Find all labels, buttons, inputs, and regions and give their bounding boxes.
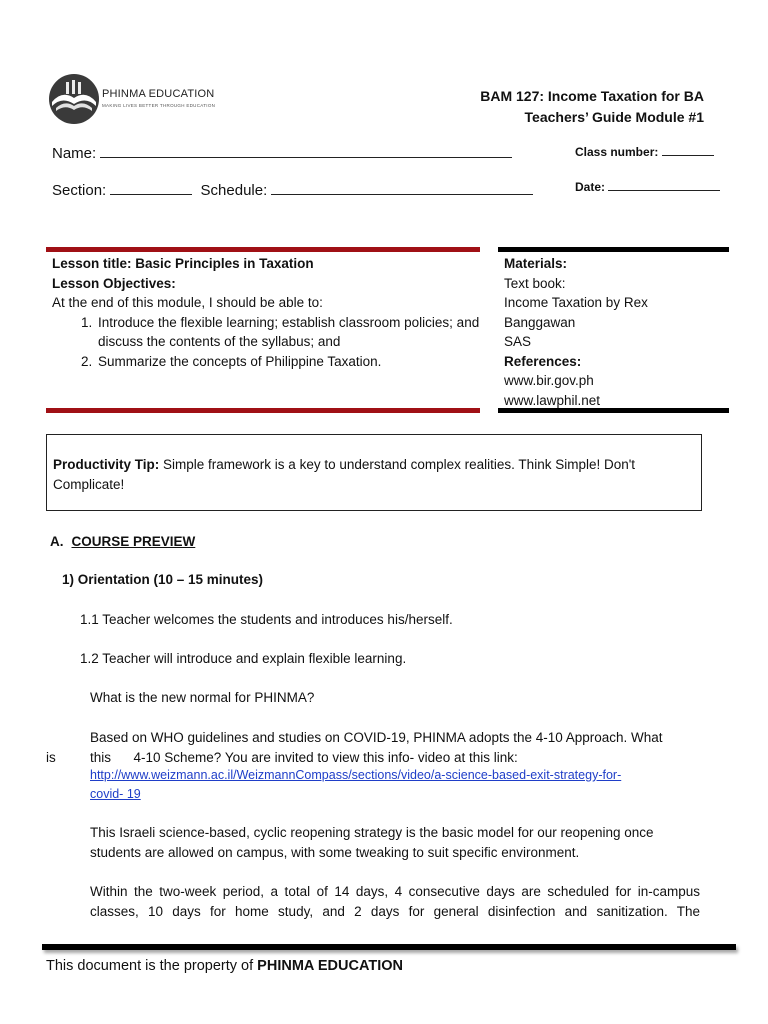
question-text: What is the new normal for PHINMA? (90, 690, 315, 705)
materials-block (504, 254, 724, 410)
productivity-tip (53, 455, 691, 495)
lesson-intro: At the end of this module, I should be able to: (52, 295, 323, 310)
materials-top-bar (498, 247, 729, 252)
footer-bar (42, 944, 736, 950)
textbook-line1: Income Taxation by Rex (504, 295, 648, 310)
within-line-2: classes, 10 days for home study, and 2 days for general disinfection and sanitization. The (90, 904, 700, 919)
footer-owner: PHINMA EDUCATION (257, 958, 403, 974)
who-line-1: Based on WHO guidelines and studies on COVID-19, PHINMA adopts the 4-10 Approach. What (90, 730, 663, 745)
textbook-label: Text book: (504, 275, 566, 291)
tip-label: Productivity Tip: (53, 457, 160, 472)
orientation-heading: 1) Orientation (10 – 15 minutes) (62, 572, 264, 587)
course-title: BAM 127: Income Taxation for BA (480, 88, 704, 104)
name-label: Name: (52, 145, 97, 162)
materials-label: Materials: (504, 256, 568, 271)
name-field[interactable] (52, 143, 512, 162)
section-label: Section: (52, 182, 107, 199)
paragraph-1-1: 1.1 Teacher welcomes the students and introduces his/herself. (80, 612, 453, 627)
productivity-tip-box (46, 434, 702, 511)
objectives-list (52, 313, 482, 372)
israeli-line-2: students are allowed on campus, with some tweaking to suit specific environment. (90, 845, 580, 860)
class-number-field[interactable] (575, 144, 714, 159)
date-field[interactable] (575, 179, 720, 194)
lesson-bottom-bar (46, 408, 480, 413)
course-header (480, 86, 704, 128)
who-is-word: is (46, 750, 56, 765)
section-field[interactable] (52, 180, 533, 199)
name-line[interactable] (100, 143, 512, 158)
class-number-label: Class number: (575, 145, 659, 159)
reference-link-lawphil[interactable]: www.lawphil.net (504, 392, 601, 408)
textbook-line2: Banggawan (504, 314, 576, 330)
sas-item: SAS (504, 334, 532, 349)
lesson-title: Lesson title: Basic Principles in Taxation (52, 256, 314, 271)
section-title: COURSE PREVIEW (71, 534, 196, 549)
module-title: Teachers’ Guide Module #1 (524, 109, 704, 125)
date-line[interactable] (608, 179, 720, 191)
within-line-1: Within the two-week period, a total of 14 days, 4 consecutive days are scheduled for in-campus (90, 884, 700, 899)
logo-tagline: MAKING LIVES BETTER THROUGH EDUCATION (102, 103, 216, 108)
logo-name: PHINMA EDUCATION (102, 88, 215, 100)
class-number-line[interactable] (662, 144, 714, 156)
lesson-top-bar (46, 247, 480, 252)
video-link[interactable]: http://www.weizmann.ac.il/WeizmannCompass/sections/video/a-science-based-exit-strategy-for- (90, 768, 622, 782)
reference-link-bir[interactable]: www.bir.gov.ph (504, 373, 594, 388)
video-link-cont[interactable]: covid- 19 (90, 787, 141, 801)
schedule-line[interactable] (271, 180, 533, 195)
section-line[interactable] (110, 180, 192, 195)
schedule-label: Schedule: (200, 182, 268, 199)
lesson-block (52, 254, 482, 371)
tip-text: Simple framework is a key to understand complex realities. Think Simple! Don't Complicate! (53, 457, 636, 492)
section-heading: A. COURSE PREVIEW (50, 534, 196, 549)
date-label: Date: (575, 180, 606, 194)
paragraph-1-2: 1.2 Teacher will introduce and explain flexible learning. (80, 651, 407, 666)
lesson-objectives-label: Lesson Objectives: (52, 275, 176, 291)
objective-item: 2. Summarize the concepts of Philippine Taxation. (96, 352, 482, 372)
objective-item: 1. Introduce the flexible learning; establish classroom policies; and discuss the contents of the syllabus; and (96, 313, 482, 352)
references-label: References: (504, 353, 582, 369)
israeli-line-1: This Israeli science-based, cyclic reopening strategy is the basic model for our reopening once (90, 825, 654, 840)
who-line-2: this 4-10 Scheme? You are invited to view this info- video at this link: (90, 750, 518, 765)
footer-text: This document is the property of PHINMA EDUCATION (46, 958, 403, 974)
